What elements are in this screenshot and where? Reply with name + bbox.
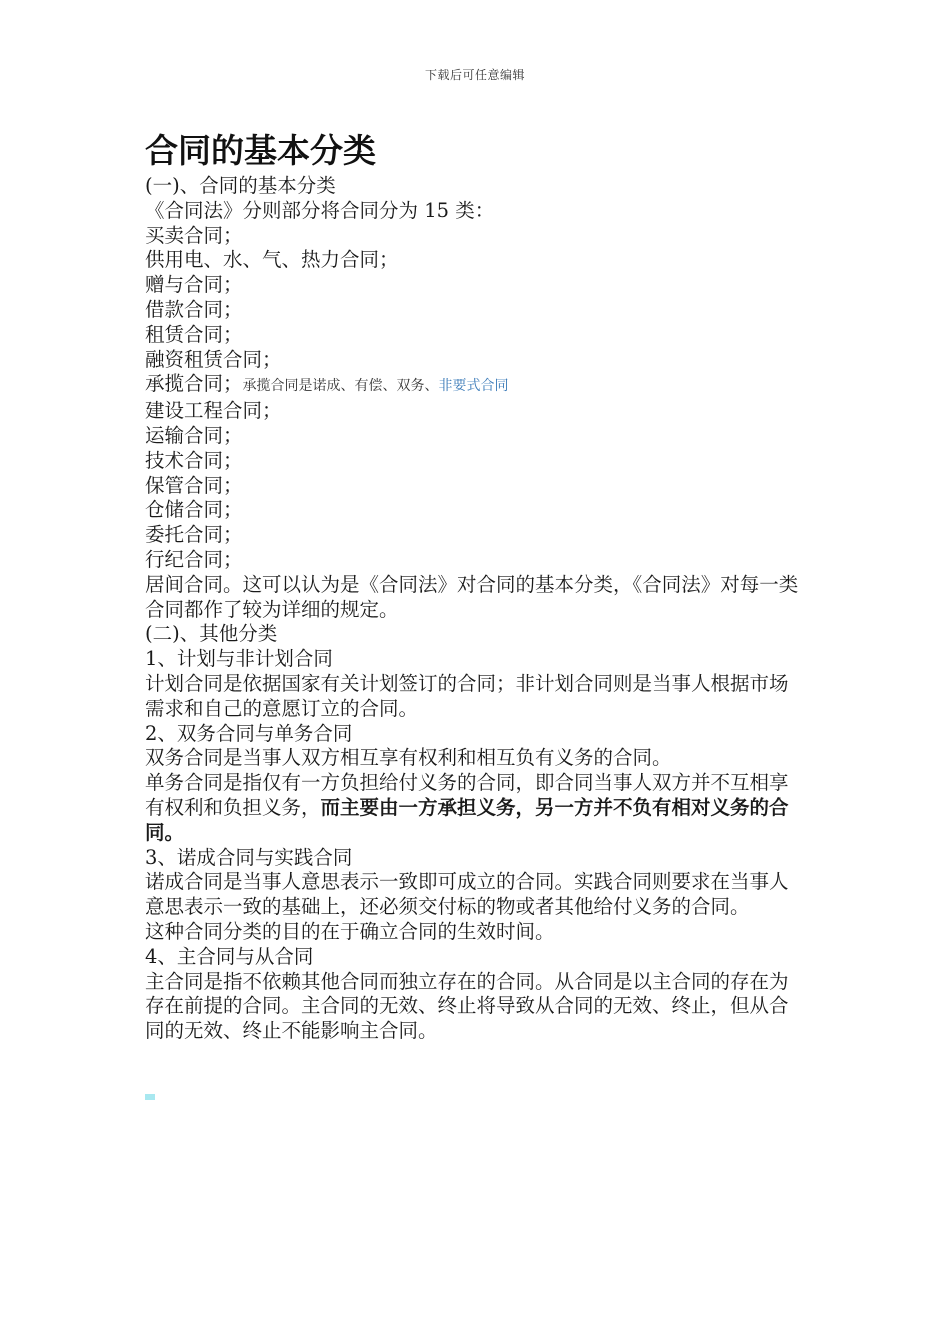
header-note: 下载后可任意编辑 [424, 68, 525, 82]
document-title: 合同的基本分类 [145, 131, 376, 170]
unilateral-text: 单务合同是指仅有一方负担给付义务的合同，即合同当事人双方并不互相享有权利和负担义务， [145, 771, 789, 819]
subsection-body: 主合同是指不依赖其他合同而独立存在的合同。从合同是以主合同的存在为存在前提的合同。主合同的无效、终止将导致从合同的无效、终止，但从合同的无效、终止不能影响主合同。 [145, 969, 789, 1043]
section-heading-basic: (一)、合同的基本分类 [145, 174, 336, 197]
list-item: 行纪合同； [145, 547, 243, 571]
list-item: 保管合同； [145, 473, 243, 497]
subsection-title: 3、诺成合同与实践合同 [145, 845, 353, 869]
subsection-body: 诺成合同是当事人意思表示一致即可成立的合同。实践合同则要求在当事人意思表示一致的基础上，还必须交付标的物或者其他给付义务的合同。 [145, 870, 789, 919]
subsection-body: 计划合同是依据国家有关计划签订的合同；非计划合同则是当事人根据市场需求和自己的意愿订立的合同。 [145, 671, 789, 720]
list-item: 委托合同； [145, 523, 243, 547]
list-item-contracting [145, 372, 815, 399]
section-closing-paragraph: 居间合同。这可以认为是《合同法》对合同的基本分类，《合同法》对每一类合同都作了较为详细的规定。 [145, 572, 799, 621]
list-item: 运输合同； [145, 423, 243, 447]
section-heading-other: (二)、其他分类 [145, 622, 278, 646]
list-item: 技术合同； [145, 448, 243, 472]
subsection-title: 4、主合同与从合同 [145, 944, 314, 968]
subsection-body-unilateral [145, 771, 807, 845]
list-item: 供用电、水、气、热力合同； [145, 248, 399, 272]
list-item: 建设工程合同； [145, 399, 282, 423]
subsection-title: 2、双务合同与单务合同 [145, 721, 353, 745]
list-item: 仓储合同； [145, 498, 243, 522]
contracting-label: 承揽合同； [145, 372, 243, 396]
text-cursor-marker [145, 1094, 155, 1100]
unilateral-emphasis: 而主要由一方承担义务，另一方并不负有相对义务的合同。 [145, 795, 789, 844]
list-item: 买卖合同； [145, 223, 243, 247]
list-item: 租赁合同； [145, 322, 243, 346]
subsection-title: 1、计划与非计划合同 [145, 647, 333, 671]
document-body [145, 128, 815, 1044]
list-item: 借款合同； [145, 297, 243, 321]
list-item: 融资租赁合同； [145, 347, 282, 371]
subsection-body: 双务合同是当事人双方相互享有权利和相互负有义务的合同。 [145, 746, 672, 770]
list-item: 赠与合同； [145, 273, 243, 297]
section-intro: 《合同法》分则部分将合同分为 15 类： [145, 198, 495, 222]
subsection-body: 这种合同分类的目的在于确立合同的生效时间。 [145, 919, 555, 943]
contracting-note: 承揽合同是诺成、有偿、双务、 [242, 378, 439, 395]
non-formal-contract-link[interactable]: 非要式合同 [438, 378, 509, 395]
